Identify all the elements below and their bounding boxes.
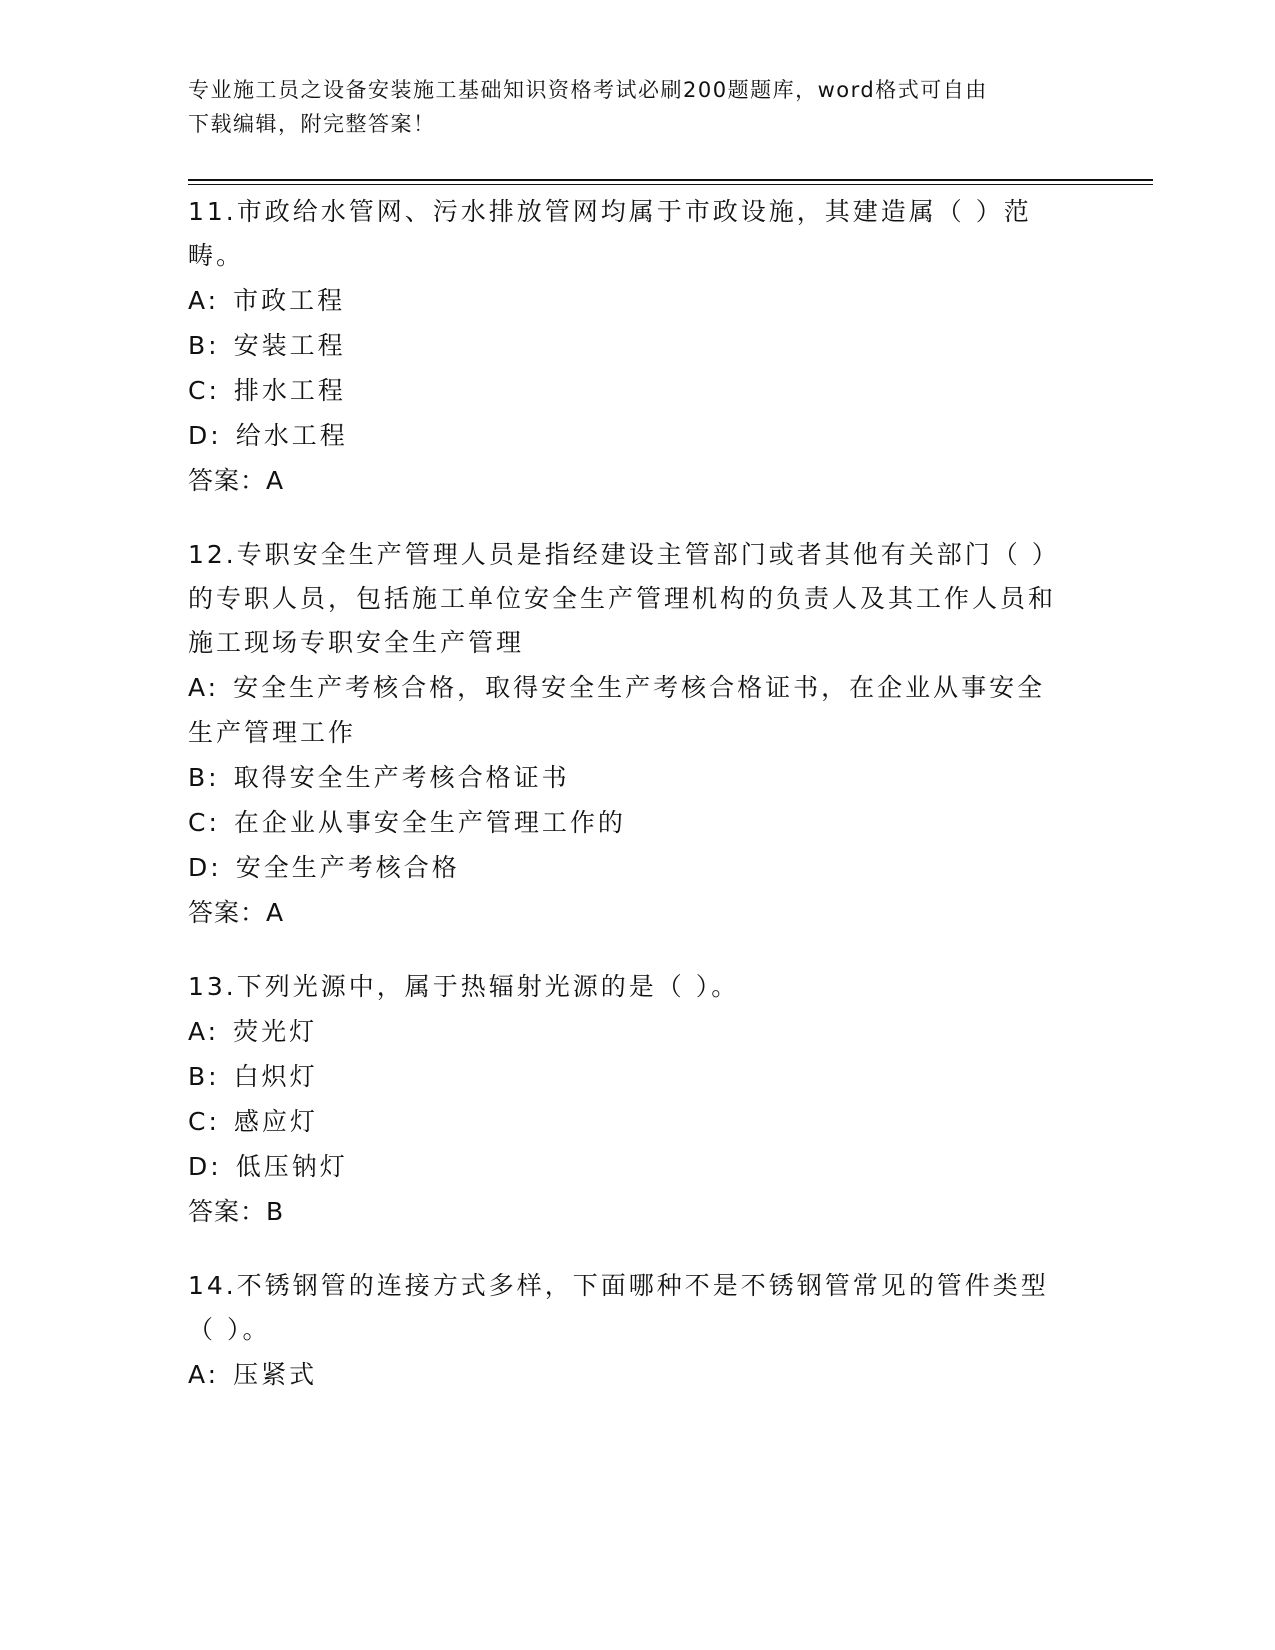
option-text: 感应灯 [233,1107,318,1136]
option-text: 压紧式 [233,1360,318,1389]
option-b [188,755,1068,800]
option-text: 给水工程 [235,421,348,450]
option-letter: C: [188,1107,220,1136]
option-text: 安全生产考核合格，取得安全生产考核合格证书，在企业从事安全生产管理工作 [188,673,1046,747]
question-list [188,190,1068,1427]
option-text: 在企业从事安全生产管理工作的 [233,808,626,837]
option-letter: B: [188,1062,220,1091]
option-letter: B: [188,331,220,360]
option-letter: A: [188,1017,220,1046]
option-d [188,845,1068,890]
option-d [188,1144,1068,1189]
option-letter: A: [188,673,220,702]
document-header [188,73,1068,141]
option-letter: D: [188,1152,222,1181]
option-a [188,665,1068,755]
option-text: 低压钠灯 [235,1152,348,1181]
option-b [188,1054,1068,1099]
option-letter: D: [188,853,222,882]
option-c [188,800,1068,845]
question-13 [188,965,1068,1234]
option-text: 排水工程 [233,376,346,405]
header-rule-thin [188,184,1153,185]
option-text: 荧光灯 [233,1017,318,1046]
question-text: 14.不锈钢管的连接方式多样，下面哪种不是不锈钢管常见的管件类型（ ）。 [188,1271,1049,1344]
header-line-1: 专业施工员之设备安装施工基础知识资格考试必刷200题题库，word格式可自由 [188,78,988,102]
question-12 [188,533,1068,935]
option-c [188,1099,1068,1144]
question-14 [188,1264,1068,1397]
option-letter: A: [188,286,220,315]
option-c [188,368,1068,413]
header-rule-thick [188,179,1153,181]
option-letter: B: [188,763,220,792]
answer-line: 答案：A [188,898,285,927]
option-letter: C: [188,808,220,837]
answer-line: 答案：A [188,466,285,495]
option-a [188,278,1068,323]
option-text: 白炽灯 [233,1062,318,1091]
question-text: 13.下列光源中，属于热辐射光源的是（ ）。 [188,972,740,1001]
option-text: 安装工程 [233,331,346,360]
option-letter: D: [188,421,222,450]
option-text: 取得安全生产考核合格证书 [233,763,570,792]
option-letter: C: [188,376,220,405]
option-b [188,323,1068,368]
question-text: 12.专职安全生产管理人员是指经建设主管部门或者其他有关部门（ ）的专职人员，包括施工单位安全生产管理机构的负责人及其工作人员和施工现场专职安全生产管理 [188,540,1060,657]
option-text: 市政工程 [233,286,346,315]
header-line-2: 下载编辑，附完整答案！ [188,112,436,136]
option-letter: A: [188,1360,220,1389]
option-a [188,1352,1068,1397]
question-text: 11.市政给水管网、污水排放管网均属于市政设施，其建造属（ ）范畴。 [188,197,1032,270]
question-11 [188,190,1068,503]
option-text: 安全生产考核合格 [235,853,460,882]
answer-line: 答案：B [188,1197,285,1226]
option-d [188,413,1068,458]
option-a [188,1009,1068,1054]
